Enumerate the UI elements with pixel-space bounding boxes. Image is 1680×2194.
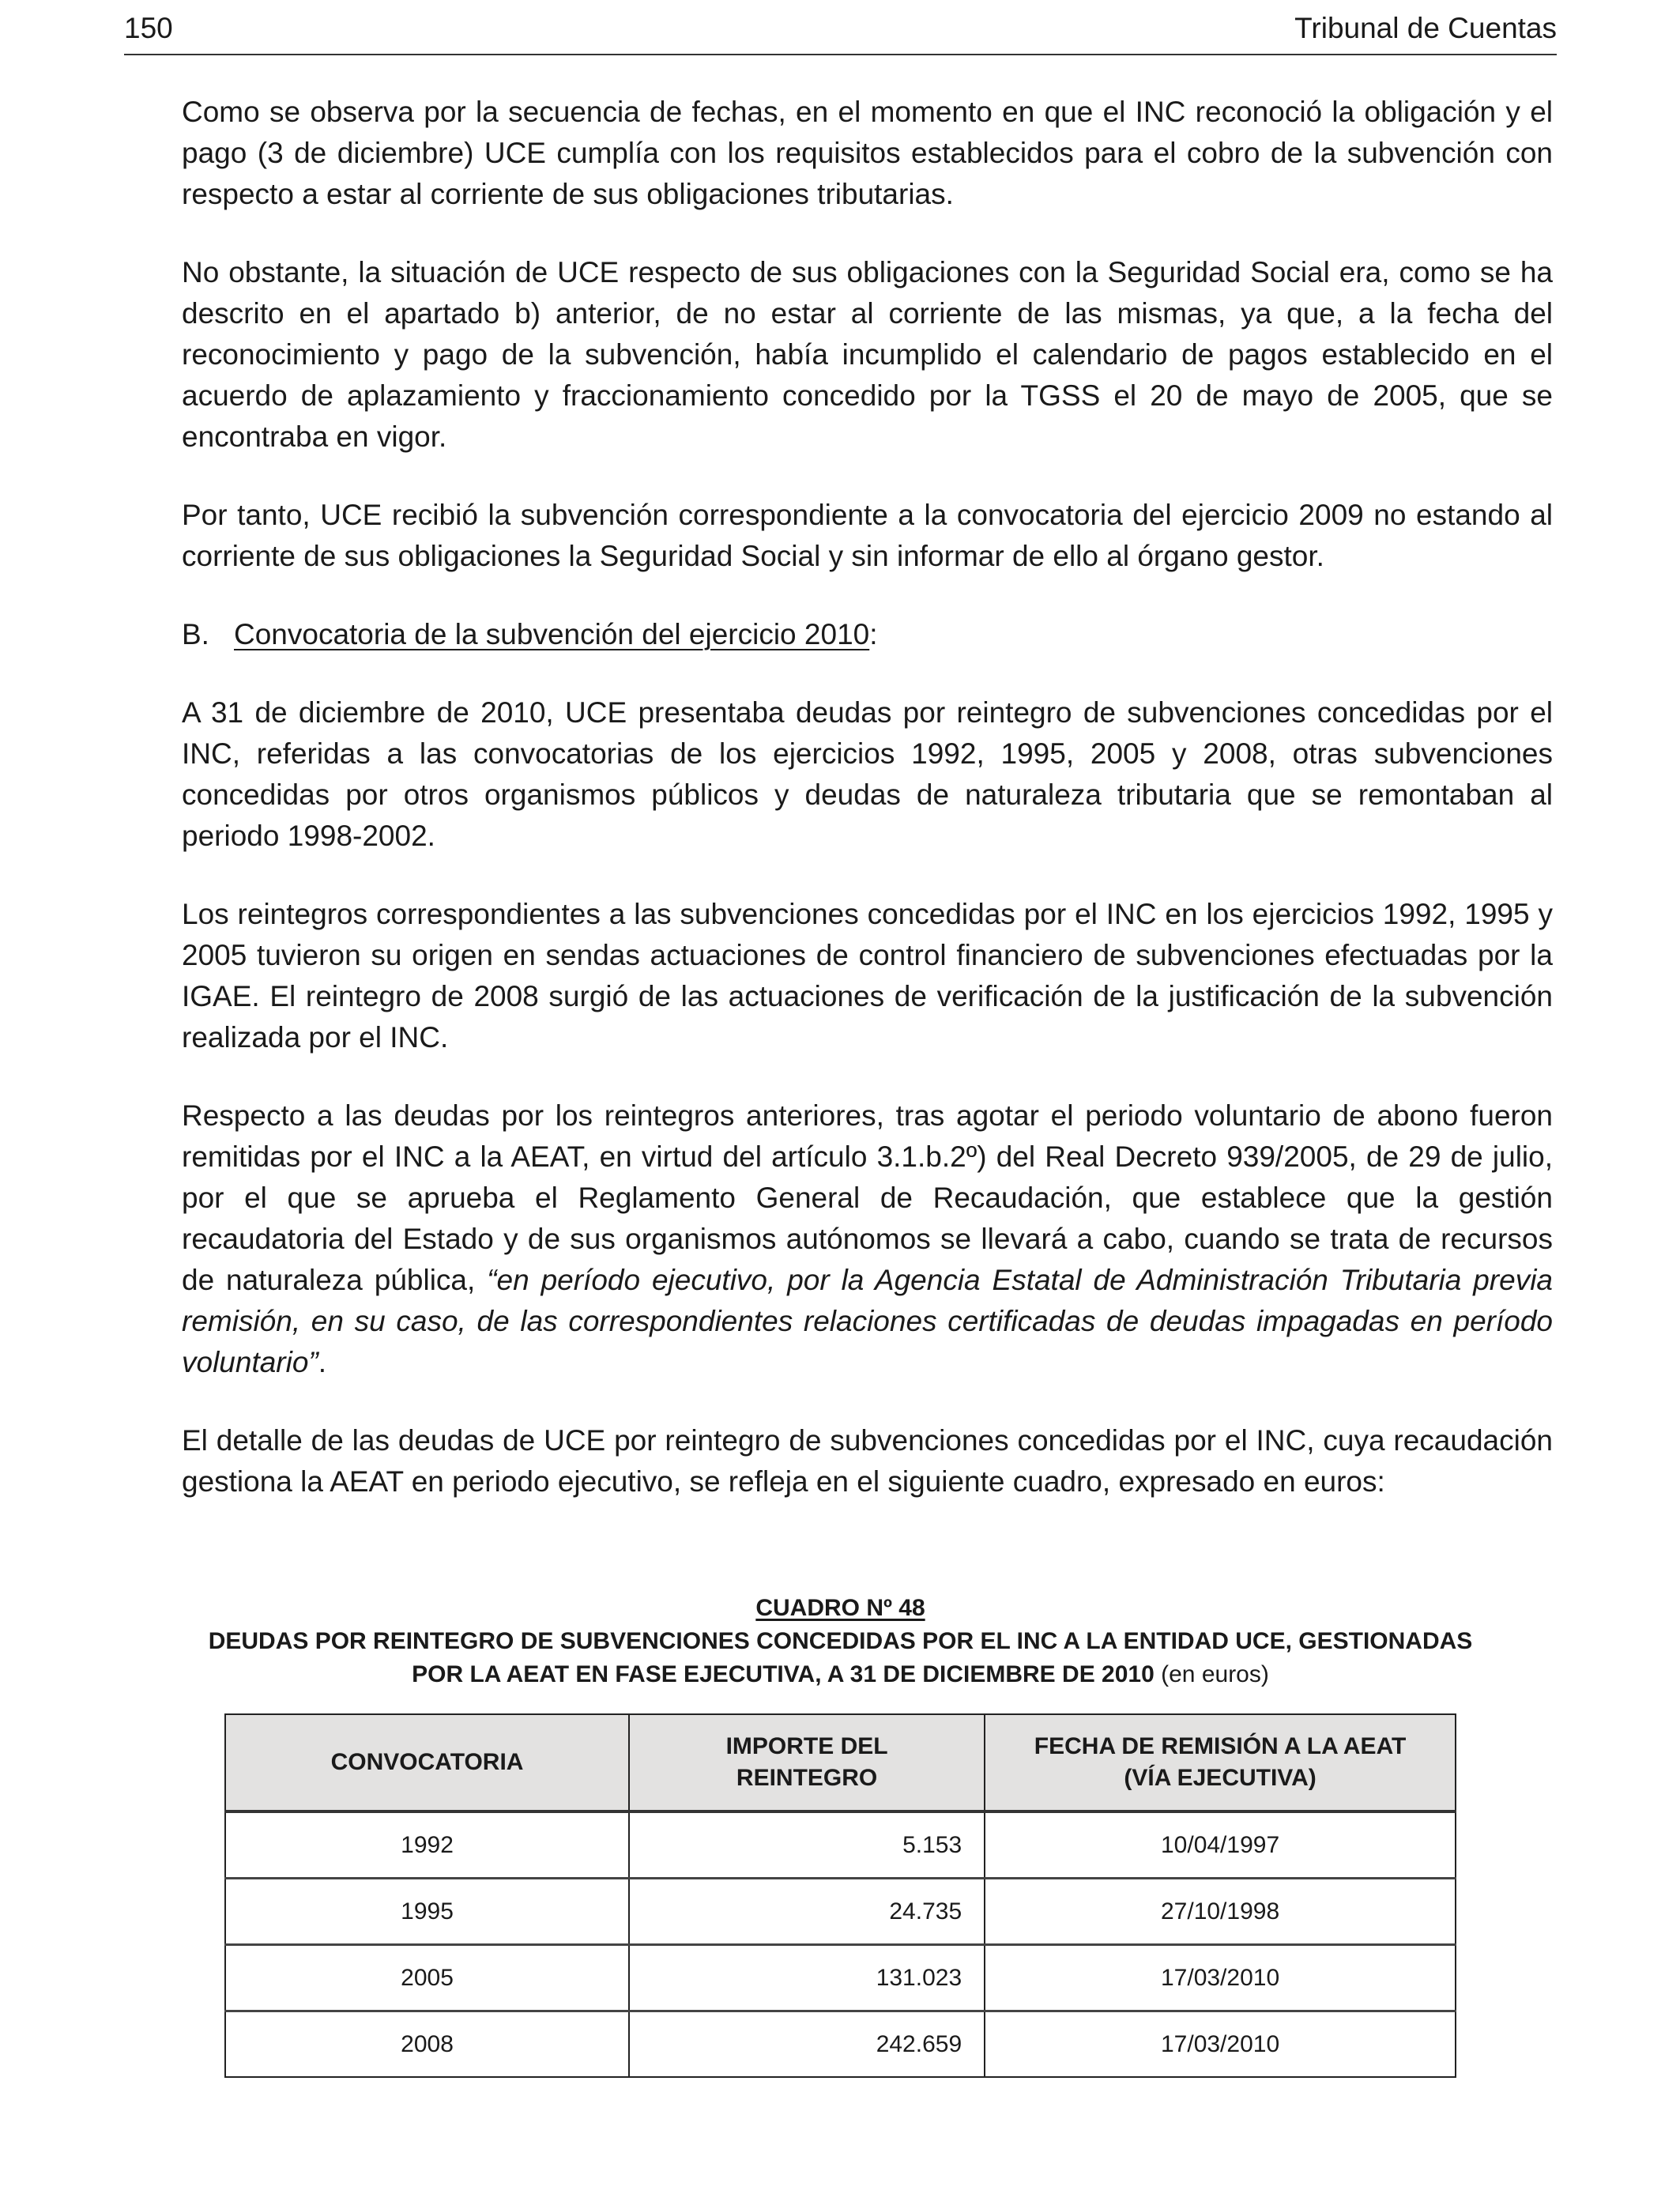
paragraph-1: Como se observa por la secuencia de fechas, en el momento en que el INC reconoció la obligación y el pago (3 de diciembre) UCE cumplía con los requisitos establecidos para el cobro de la subvención con respecto a estar al corriente de sus obligaciones tributarias. <box>182 96 1553 210</box>
table-title-line-1: DEUDAS POR REINTEGRO DE SUBVENCIONES CONCEDIDAS POR EL INC A LA ENTIDAD UCE, GESTIONADAS <box>208 1628 1473 1654</box>
header-fecha <box>985 1714 1456 1811</box>
table-row <box>225 2011 1456 2078</box>
cell-fecha: 10/04/1997 <box>985 1811 1456 1879</box>
paragraph-6-text: Respecto a las deudas por los reintegros anteriores, tras agotar el periodo voluntario de abono fueron remitidas por el INC a la AEAT, en virtud del artículo 3.1.b.2º) del Real Decreto 939/2005, de 29 de julio, por el que se aprueba el Reglamento General de Recaudación, que establece que la gestión recaudatoria del Estado y de sus organismos autónomos se llevará a cabo, cuando se trata de recursos de naturaleza pública, <box>182 1099 1553 1296</box>
cell-fecha: 17/03/2010 <box>985 2011 1456 2078</box>
body-text <box>182 92 1553 1502</box>
table-title-text: POR LA AEAT EN FASE EJECUTIVA, A 31 DE DICIEMBRE DE 2010 <box>412 1661 1155 1687</box>
header-fecha-line-1: FECHA DE REMISIÓN A LA AEAT <box>1034 1733 1407 1759</box>
section-title: Convocatoria de la subvención del ejercicio 2010 <box>234 618 870 650</box>
paragraph-7: El detalle de las deudas de UCE por reintegro de subvenciones concedidas por el INC, cuya recaudación gestiona la AEAT en periodo ejecutivo, se refleja en el siguiente cuadro, expresado en euros: <box>182 1424 1553 1498</box>
paragraph-6-end: . <box>318 1346 327 1378</box>
table-caption <box>124 1592 1557 1691</box>
header-importe-line-1: IMPORTE DEL <box>725 1733 888 1759</box>
section-suffix: : <box>869 618 878 650</box>
legal-quote: “en período ejecutivo, por la Agencia Estatal de Administración Tributaria previa remisión, en su caso, de las correspondientes relaciones certificadas de deudas impagadas en período voluntario” <box>182 1264 1553 1378</box>
page-number: 150 <box>124 12 173 44</box>
table-row <box>225 1945 1456 2011</box>
header-fecha-line-2: (VÍA EJECUTIVA) <box>1124 1765 1317 1791</box>
header-importe <box>629 1714 985 1811</box>
table-row <box>225 1811 1456 1879</box>
cell-fecha: 27/10/1998 <box>985 1879 1456 1945</box>
cell-importe: 242.659 <box>629 2011 985 2078</box>
table-row <box>225 1879 1456 1945</box>
cell-convocatoria: 2008 <box>225 2011 629 2078</box>
header-convocatoria: CONVOCATORIA <box>225 1714 629 1811</box>
cell-importe: 131.023 <box>629 1945 985 2011</box>
paragraph-4: A 31 de diciembre de 2010, UCE presentaba deudas por reintegro de subvenciones concedidas por el INC, referidas a las convocatorias de los ejercicios 1992, 1995, 2005 y 2008, otras subvenciones concedidas por otros organismos públicos y deudas de naturaleza tributaria que se remontaban al periodo 1998-2002. <box>182 696 1553 852</box>
publication-name: Tribunal de Cuentas <box>1294 12 1557 44</box>
table-number: CUADRO Nº 48 <box>755 1595 925 1621</box>
table-units: (en euros) <box>1161 1661 1269 1687</box>
table-title-line-2 <box>124 1658 1557 1691</box>
running-header <box>124 8 1557 55</box>
header-importe-line-2: REINTEGRO <box>736 1765 878 1791</box>
section-heading-b <box>182 614 1553 655</box>
cell-fecha: 17/03/2010 <box>985 1945 1456 2011</box>
paragraph-6 <box>182 1095 1553 1383</box>
paragraph-5: Los reintegros correspondientes a las subvenciones concedidas por el INC en los ejercicios 1992, 1995 y 2005 tuvieron su origen en sendas actuaciones de control financiero de subvenciones efectuadas por la IGAE. El reintegro de 2008 surgió de las actuaciones de verificación de la justificación de la subvención realizada por el INC. <box>182 898 1553 1054</box>
cell-convocatoria: 2005 <box>225 1945 629 2011</box>
paragraph-2: No obstante, la situación de UCE respecto de sus obligaciones con la Seguridad Social era, como se ha descrito en el apartado b) anterior, de no estar al corriente de las mismas, ya que, a la fecha del reconocimiento y pago de la subvención, había incumplido el calendario de pagos establecido en el acuerdo de aplazamiento y fraccionamiento concedido por la TGSS el 20 de mayo de 2005, que se encontraba en vigor. <box>182 256 1553 453</box>
section-letter: B. <box>182 618 209 650</box>
debts-table <box>224 1713 1456 2078</box>
cell-importe: 5.153 <box>629 1811 985 1879</box>
table-header-row <box>225 1714 1456 1811</box>
paragraph-3: Por tanto, UCE recibió la subvención correspondiente a la convocatoria del ejercicio 2009 no estando al corriente de sus obligaciones la Seguridad Social y sin informar de ello al órgano gestor. <box>182 499 1553 572</box>
cell-convocatoria: 1995 <box>225 1879 629 1945</box>
cell-importe: 24.735 <box>629 1879 985 1945</box>
cell-convocatoria: 1992 <box>225 1811 629 1879</box>
